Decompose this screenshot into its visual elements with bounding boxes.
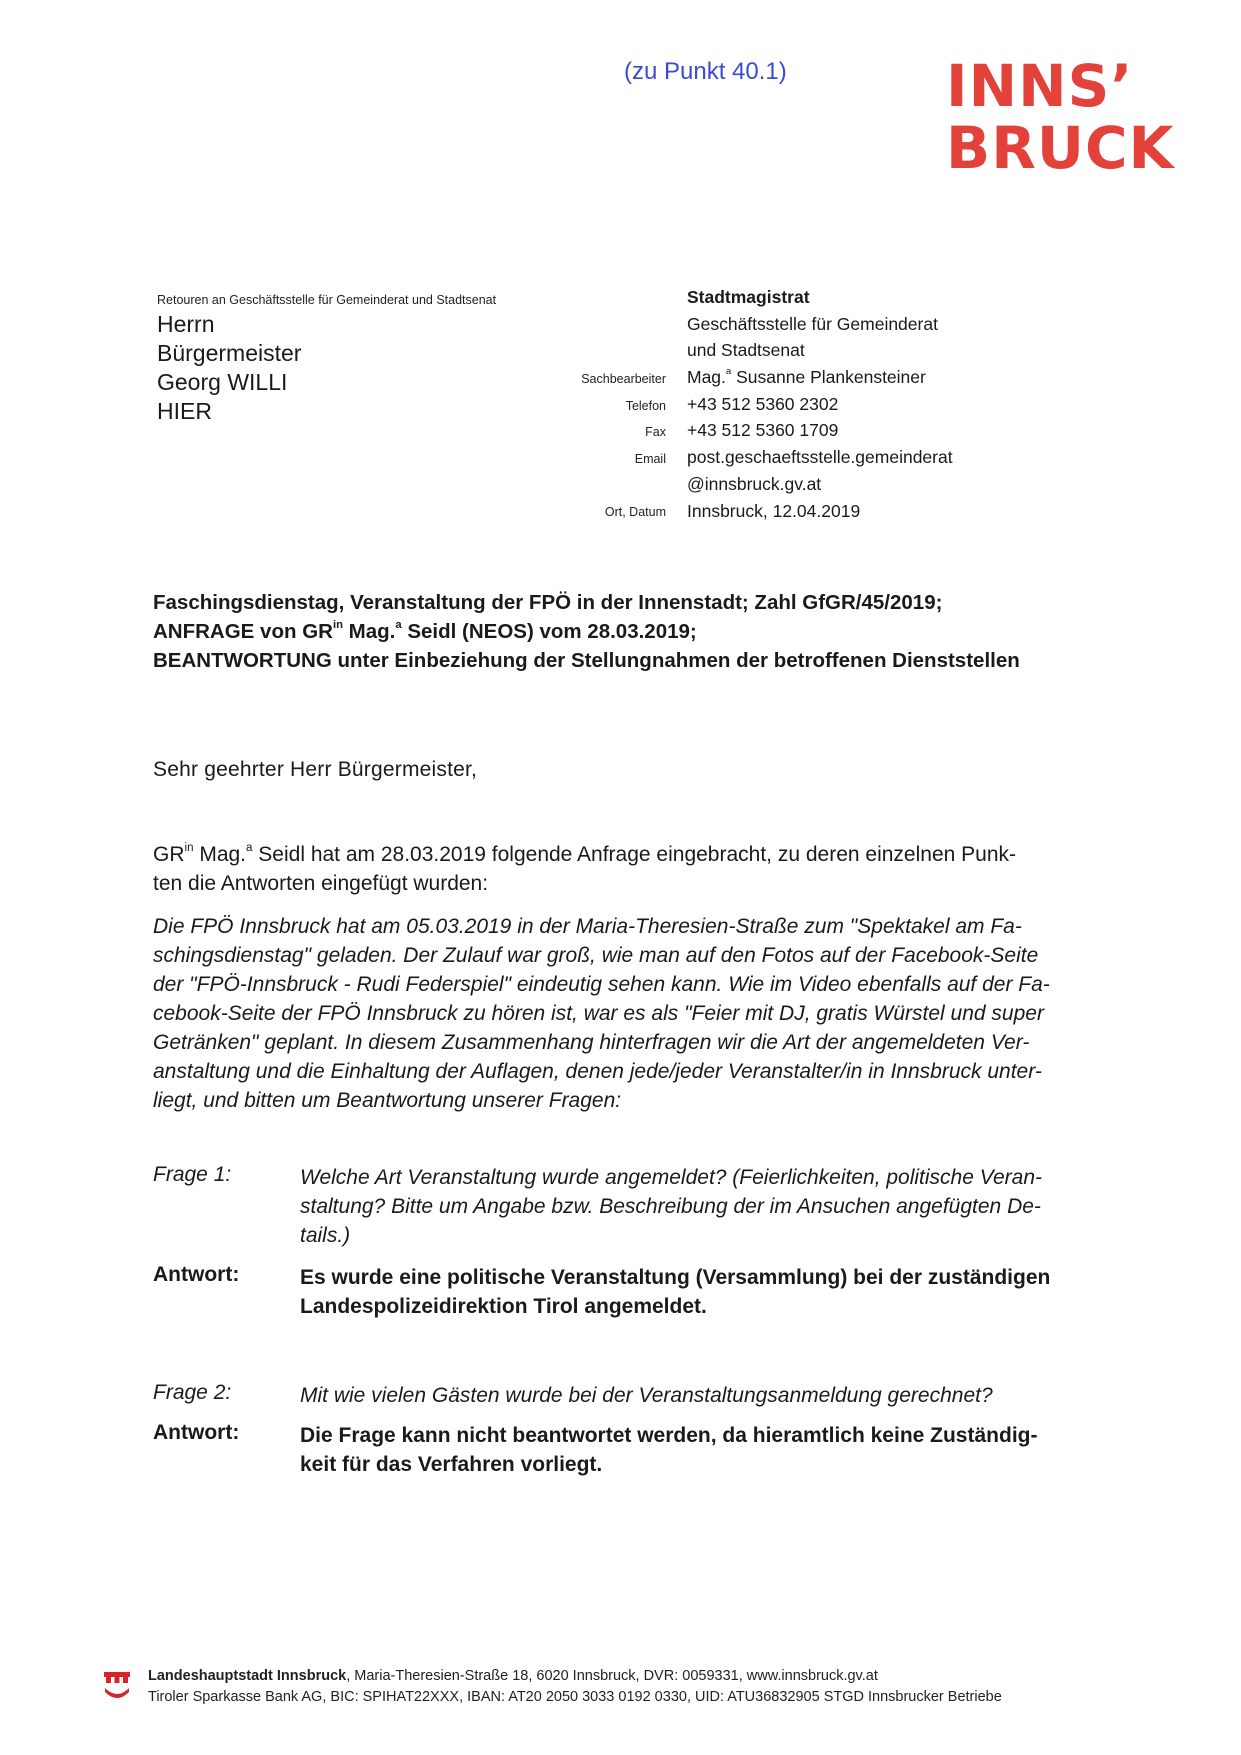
- question-line: tails.): [300, 1224, 351, 1247]
- clerk-label: Sachbearbeiter: [581, 372, 666, 386]
- answer-line: Es wurde eine politische Veranstaltung (Versammlung) bei der zuständigen: [300, 1266, 1051, 1289]
- footer: [148, 1666, 1002, 1708]
- sender-block: [687, 284, 953, 524]
- intro-line2: ten die Antworten eingefügt wurden:: [153, 872, 489, 895]
- footer-line2: Tiroler Sparkasse Bank AG, BIC: SPIHAT22XXX, IBAN: AT20 2050 3033 0192 0330, UID: ATU36832905 STGD Innsbrucker Betriebe: [148, 1689, 1002, 1705]
- subject: [153, 588, 1133, 675]
- date-value: Innsbruck, 12.04.2019: [687, 500, 861, 521]
- logo-line-1: INNS’: [946, 52, 1134, 120]
- intro-line1: [153, 840, 1133, 869]
- inquiry-line: Die FPÖ Innsbruck hat am 05.03.2019 in der Maria-Theresien-Straße zum "Spektakel am Fa-: [153, 915, 1022, 938]
- recipient-address: [157, 310, 301, 426]
- recipient-line: Bürgermeister: [157, 340, 302, 366]
- footer-line1: [148, 1666, 1002, 1687]
- answer-line: keit für das Verfahren vorliegt.: [300, 1453, 603, 1476]
- reference-note: (zu Punkt 40.1): [624, 58, 787, 85]
- inquiry-line: liegt, und bitten um Beantwortung unserer Fragen:: [153, 1089, 622, 1112]
- question-2-label: Frage 2:: [153, 1381, 232, 1404]
- recipient-line: Herrn: [157, 311, 215, 337]
- answer-line: Die Frage kann nicht beantwortet werden, da hieramtlich keine Zuständig-: [300, 1424, 1038, 1447]
- email-value-line1: post.geschaeftsstelle.gemeinderat: [687, 447, 953, 468]
- intro-sup1: in: [184, 841, 194, 854]
- return-address-line: Retouren an Geschäftsstelle für Gemeinderat und Stadtsenat: [157, 293, 497, 307]
- intro-c: Seidl hat am 28.03.2019 folgende Anfrage eingebracht, zu deren einzelnen Punk-: [252, 843, 1016, 866]
- question-2-text: [300, 1381, 993, 1410]
- subject-line2: [153, 617, 1133, 646]
- subject-sup2: a: [395, 618, 402, 631]
- subject-line1: Faschingsdienstag, Veranstaltung der FPÖ in der Innenstadt; Zahl GfGR/45/2019;: [153, 591, 943, 614]
- inquiry-line: schingsdienstag" geladen. Der Zulauf war groß, wie man auf den Fotos auf der Facebook-Seite: [153, 944, 1039, 967]
- footer-address: , Maria-Theresien-Straße 18, 6020 Innsbruck, DVR: 0059331, www.innsbruck.gv.at: [346, 1668, 878, 1684]
- city-emblem-icon: [102, 1670, 132, 1702]
- intro-paragraph: [153, 840, 1133, 898]
- inquiry-line: der "FPÖ-Innsbruck - Rudi Federspiel" eindeutig sehen kann. Wie im Video ebenfalls auf der Fa-: [153, 973, 1050, 996]
- footer-org: Landeshauptstadt Innsbruck: [148, 1668, 347, 1684]
- subject-line3: BEANTWORTUNG unter Einbeziehung der Stellungnahmen der betroffenen Dienststellen: [153, 649, 1020, 672]
- phone-value: +43 512 5360 2302: [687, 393, 839, 414]
- sender-dept-line2: und Stadtsenat: [687, 340, 805, 361]
- inquiry-line: cebook-Seite der FPÖ Innsbruck zu hören ist, war es als "Feier mit DJ, gratis Würstel und super: [153, 1002, 1044, 1025]
- subject-line2-b: Mag.: [342, 620, 396, 643]
- answer-1-label: Antwort:: [153, 1263, 240, 1286]
- inquiry-text: [153, 912, 1143, 1115]
- innsbruck-logo: [946, 52, 1191, 182]
- email-label: Email: [634, 452, 666, 466]
- subject-line2-a: ANFRAGE von GR: [153, 620, 333, 643]
- email-value-line2: @innsbruck.gv.at: [687, 473, 822, 494]
- sender-dept-line1: Geschäftsstelle für Gemeinderat: [687, 313, 938, 334]
- question-line: Mit wie vielen Gästen wurde bei der Veranstaltungsanmeldung gerechnet?: [300, 1384, 993, 1407]
- subject-sup1: in: [332, 618, 343, 631]
- recipient-line: Georg WILLI: [157, 369, 288, 395]
- recipient-line: HIER: [157, 398, 212, 424]
- question-1-label: Frage 1:: [153, 1163, 232, 1186]
- fax-value: +43 512 5360 1709: [687, 420, 839, 441]
- answer-1-text: [300, 1263, 1050, 1321]
- greeting: Sehr geehrter Herr Bürgermeister,: [153, 758, 478, 781]
- question-line: staltung? Bitte um Angabe bzw. Beschreibung der im Ansuchen angefügten De-: [300, 1195, 1041, 1218]
- logo-line-2: BRUCK: [946, 114, 1175, 182]
- answer-2-text: [300, 1421, 1037, 1479]
- intro-sup2: a: [246, 841, 253, 854]
- sender-title: Stadtmagistrat: [687, 287, 810, 307]
- clerk-name: [687, 364, 953, 391]
- clerk-prefix: Mag.: [687, 367, 726, 388]
- inquiry-line: anstaltung und die Einhaltung der Auflagen, denen jede/jeder Veranstalter/in in Innsbruck unter-: [153, 1060, 1042, 1083]
- phone-label: Telefon: [625, 399, 666, 413]
- inquiry-line: Getränken" geplant. In diesem Zusammenhang hinterfragen wir die Art der angemeldeten Ver-: [153, 1031, 1030, 1054]
- date-label: Ort, Datum: [604, 505, 666, 519]
- answer-2-label: Antwort:: [153, 1421, 240, 1444]
- answer-line: Landespolizeidirektion Tirol angemeldet.: [300, 1295, 707, 1318]
- subject-line2-c: Seidl (NEOS) vom 28.03.2019;: [401, 620, 697, 643]
- clerk-sup: a: [725, 366, 732, 378]
- fax-label: Fax: [645, 425, 666, 439]
- intro-b: Mag.: [193, 843, 247, 866]
- clerk-name-text: Susanne Plankensteiner: [731, 367, 926, 388]
- question-1-text: [300, 1163, 1042, 1250]
- intro-a: GR: [153, 843, 185, 866]
- question-line: Welche Art Veranstaltung wurde angemeldet? (Feierlichkeiten, politische Veran-: [300, 1166, 1042, 1189]
